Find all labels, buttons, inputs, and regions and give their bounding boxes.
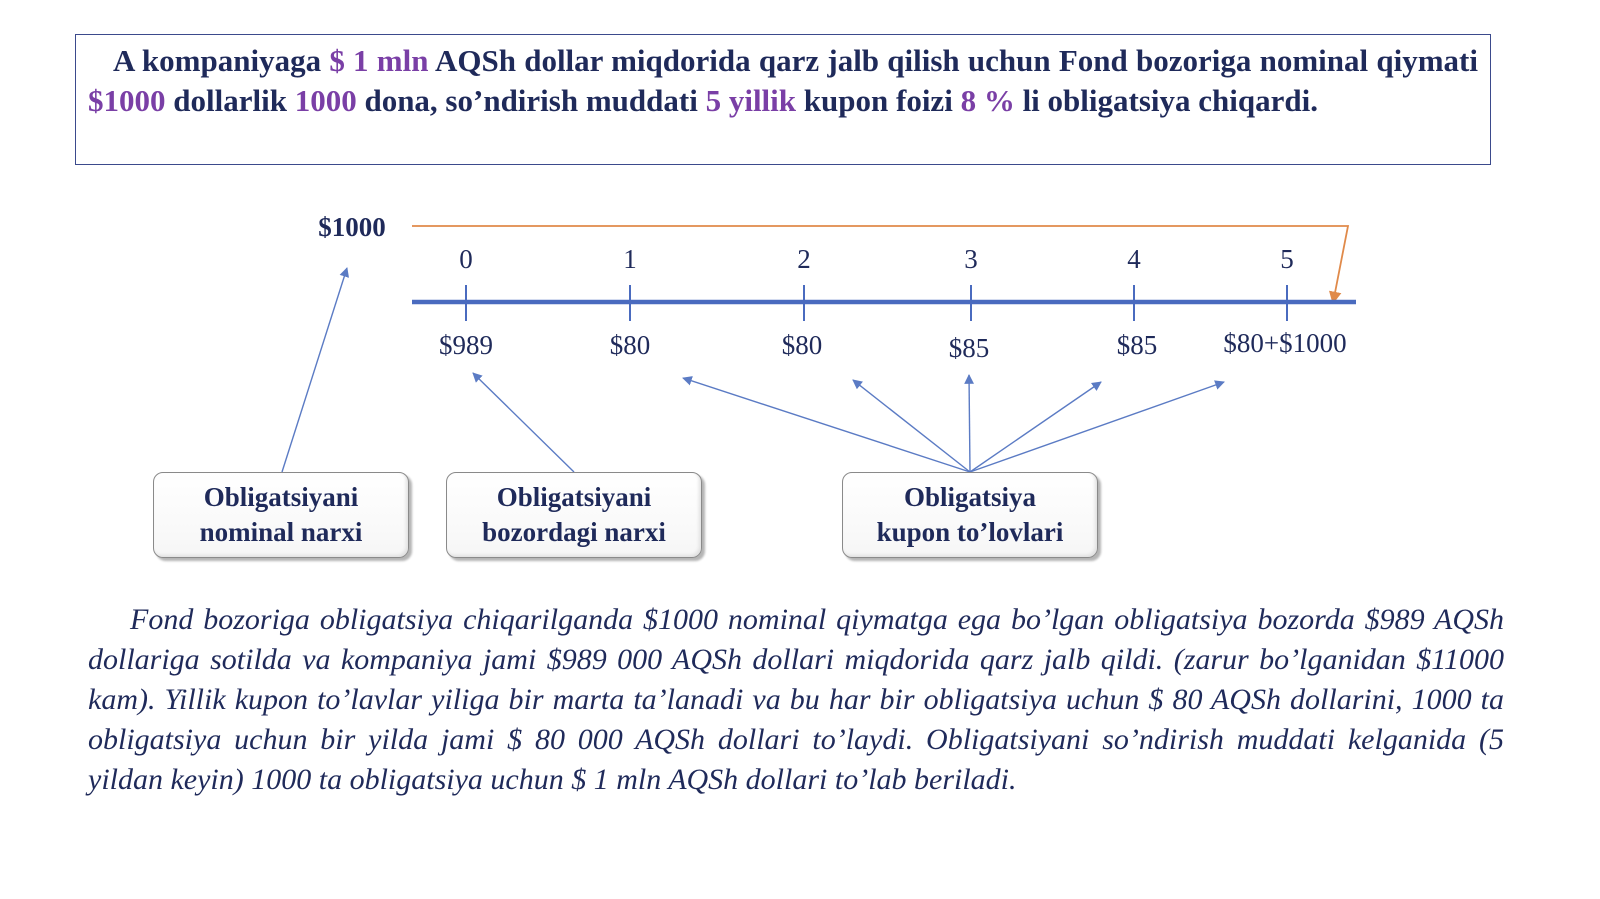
callout-line: bozordagi narxi [482, 517, 666, 547]
timeline-years [459, 244, 1294, 274]
explanation-text: Fond bozoriga obligatsiya chiqarilganda $1000 nominal qiymatga ega bo’lgan obligatsiya bozorda $989 AQSh dollariga sotilda va kompaniya jami $989 000 AQSh dollari miqdorida qarz jalb qildi. (zarur bo’lganidan $11000 kam). Yillik kupon to’lavlar yiliga bir marta ta’lanadi va bu har bir obligatsiya uchun $ 80 AQSh dollarini, 1000 ta obligatsiya uchun bir yilda jami $ 80 000 AQSh dollari to’laydi. Obligatsiyani so’ndirish muddati kelganida (5 yildan keyin) 1000 ta obligatsiya uchun $ 1 mln AQSh dollari to’lab beriladi. [88, 603, 1504, 796]
timeline-year-label: 4 [1127, 244, 1141, 274]
timeline-cash-flows [439, 328, 1347, 363]
coupon-payments-callout [842, 472, 1098, 558]
timeline-year-label: 2 [797, 244, 811, 274]
coupon-arrow [969, 375, 970, 472]
intro-highlight-face: $1000 [88, 83, 166, 118]
cash-flow-label: $80 [781, 330, 823, 360]
timeline-year-label: 0 [459, 244, 473, 274]
callout-line: Obligatsiya [903, 482, 1037, 512]
callout-line: nominal narxi [199, 517, 363, 547]
callout-line: Obligatsiyani [496, 482, 652, 512]
coupon-arrow [970, 382, 1224, 472]
intro-part: dollarlik [165, 83, 295, 118]
cash-flow-label: $85 [1116, 330, 1158, 360]
cash-flow-label: $989 [439, 330, 493, 360]
cash-flow-label: $80+$1000 [1223, 328, 1347, 358]
intro-part: dona, so’ndirish muddati [356, 83, 706, 118]
callout-line: Obligatsiyani [203, 482, 359, 512]
timeline-year-label: 5 [1280, 244, 1294, 274]
intro-highlight-loan: $ 1 mln [329, 43, 429, 78]
market-price-arrow [473, 373, 574, 472]
coupon-arrows [683, 375, 1224, 472]
nominal-price-arrow [282, 268, 347, 472]
timeline-year-label: 1 [623, 244, 637, 274]
coupon-arrow [970, 382, 1101, 472]
market-price-callout [446, 472, 702, 558]
coupon-arrow [683, 378, 970, 472]
intro-highlight-coupon: 8 % [960, 83, 1015, 118]
callout-line: kupon to’lovlari [876, 517, 1064, 547]
face-value-repayment-line [412, 226, 1348, 303]
cash-flow-label: $85 [948, 333, 990, 363]
intro-highlight-count: 1000 [294, 83, 357, 118]
nominal-price-callout [153, 472, 409, 558]
timeline-year-label: 3 [964, 244, 978, 274]
coupon-arrow [853, 380, 970, 472]
intro-part: kupon foizi [796, 83, 961, 118]
intro-part: A kompaniyaga [113, 43, 330, 78]
intro-part: li obligatsiya chiqardi. [1014, 83, 1318, 118]
cash-flow-label: $80 [609, 330, 651, 360]
intro-highlight-term: 5 yillik [705, 83, 797, 118]
intro-part: AQSh dollar miqdorida qarz jalb qilish uchun Fond bozoriga nominal qiymati [428, 43, 1478, 78]
face-value-label: $1000 [318, 212, 386, 242]
